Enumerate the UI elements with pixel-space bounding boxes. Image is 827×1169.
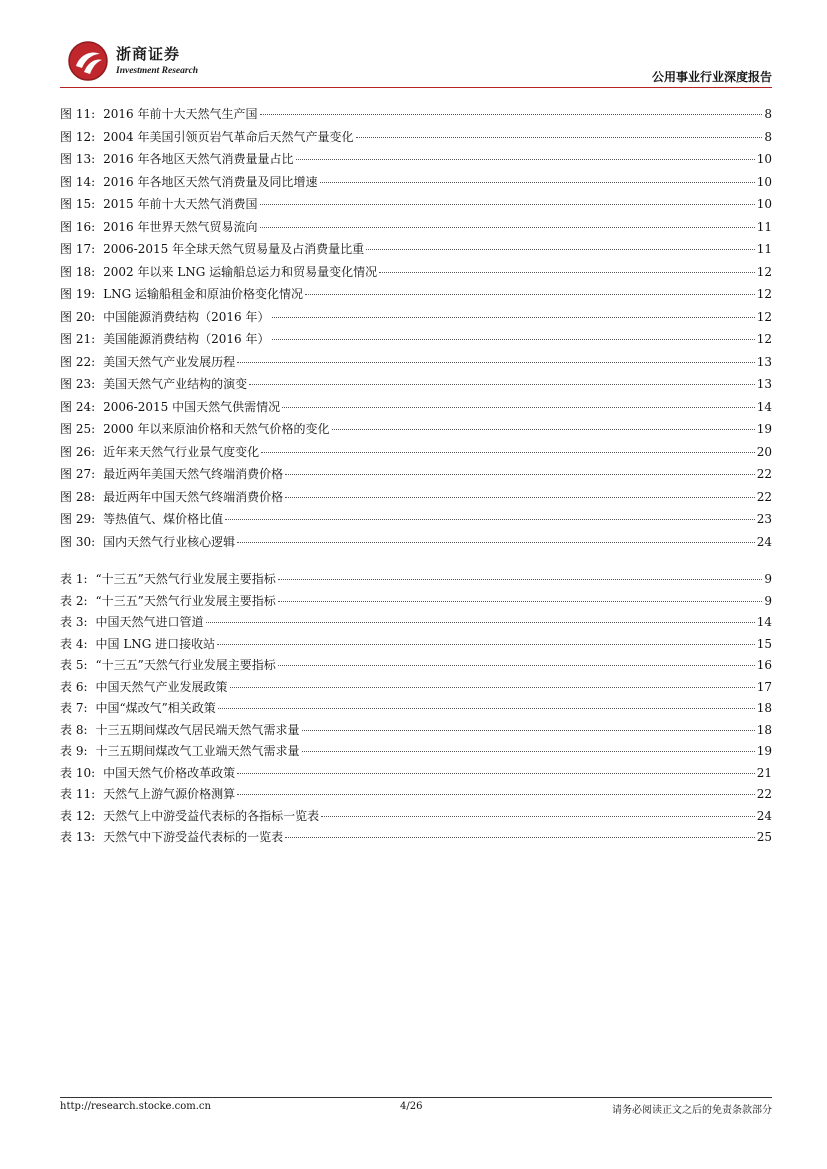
- disclaimer-note: 请务必阅读正文之后的免责条款部分: [612, 1105, 772, 1116]
- figure-entry-title: 最近两年美国天然气终端消费价格: [103, 467, 284, 481]
- dot-leader: [237, 794, 755, 795]
- table-entry[interactable]: [60, 612, 772, 634]
- figure-entry[interactable]: [60, 126, 772, 149]
- figure-entry-page: 13: [756, 354, 772, 369]
- figure-entry[interactable]: [60, 441, 772, 464]
- figure-entry-page: 8: [764, 129, 772, 144]
- table-entry-page: 9: [764, 593, 772, 608]
- figure-entry-label: 图 15:: [60, 197, 96, 211]
- dot-leader: [260, 204, 755, 205]
- figure-entry-page: 14: [756, 399, 772, 414]
- dot-leader: [260, 227, 755, 228]
- figures-index: [60, 103, 772, 553]
- table-entry[interactable]: [60, 677, 772, 699]
- table-entry-label: 表 12:: [60, 808, 96, 823]
- figure-entry-title: 2016 年各地区天然气消费量及同比增速: [103, 174, 318, 189]
- figure-entry[interactable]: [60, 373, 772, 396]
- table-entry-label: 表 8:: [60, 722, 88, 737]
- logo-icon: [66, 40, 110, 82]
- dot-leader: [278, 665, 755, 666]
- figure-entry-label: 图 22:: [60, 354, 96, 369]
- dot-leader: [332, 429, 755, 430]
- dot-leader: [366, 249, 755, 250]
- figure-entry-label: 图 29:: [60, 512, 96, 526]
- figure-entry[interactable]: [60, 261, 772, 284]
- figure-entry-title: 最近两年中国天然气终端消费价格: [103, 489, 284, 504]
- table-entry-title: 十三五期间煤改气居民端天然气需求量: [95, 722, 300, 737]
- dot-leader: [237, 362, 755, 363]
- dot-leader: [302, 751, 755, 752]
- figure-entry-label: 图 14:: [60, 174, 96, 189]
- table-entry-page: 21: [756, 765, 772, 780]
- figure-entry-label: 图 28:: [60, 489, 96, 504]
- figure-entry-title: 2006-2015 中国天然气供需情况: [103, 399, 281, 414]
- figure-entry-page: 12: [756, 287, 772, 301]
- dot-leader: [296, 159, 755, 160]
- figure-entry-title: 2000 年以来原油价格和天然气价格的变化: [103, 422, 330, 436]
- table-entry[interactable]: [60, 634, 772, 656]
- table-entry-label: 表 11:: [60, 787, 96, 801]
- dot-leader: [217, 644, 755, 645]
- figure-entry-title: 2016 年各地区天然气消费量量占比: [103, 152, 294, 166]
- figure-entry-page: 11: [756, 242, 772, 256]
- figure-entry[interactable]: [60, 463, 772, 486]
- table-entry-label: 表 1:: [60, 572, 88, 586]
- dot-leader: [272, 317, 755, 318]
- table-entry-title: 天然气上中游受益代表标的各指标一览表: [103, 808, 320, 823]
- figure-entry[interactable]: [60, 328, 772, 351]
- figure-entry-page: 20: [756, 444, 772, 459]
- footer-divider: [60, 1097, 772, 1098]
- report-type-title: 公用事业行业深度报告: [651, 70, 772, 84]
- table-entry-label: 表 9:: [60, 744, 88, 758]
- table-entry[interactable]: [60, 806, 772, 828]
- figure-entry-title: 2016 年前十大天然气生产国: [103, 107, 258, 121]
- figure-entry[interactable]: [60, 306, 772, 329]
- dot-leader: [218, 708, 755, 709]
- figure-entry-label: 图 20:: [60, 309, 96, 324]
- figure-entry[interactable]: [60, 103, 772, 126]
- table-entry-title: “十三五”天然气行业发展主要指标: [95, 572, 276, 586]
- table-entry-title: 十三五期间煤改气工业端天然气需求量: [95, 744, 300, 758]
- figure-entry-page: 22: [756, 467, 772, 481]
- dot-leader: [305, 294, 755, 295]
- figure-entry-page: 24: [756, 534, 772, 549]
- figure-entry-page: 19: [756, 422, 772, 436]
- figure-entry-label: 图 26:: [60, 444, 96, 459]
- table-entry-page: 19: [756, 744, 772, 758]
- dot-leader: [285, 474, 755, 475]
- figure-entry-page: 10: [756, 174, 772, 189]
- table-entry[interactable]: [60, 569, 772, 591]
- dot-leader: [230, 687, 755, 688]
- table-entry-title: “十三五”天然气行业发展主要指标: [95, 593, 276, 608]
- logo-chinese-name: 浙商证券: [116, 45, 181, 63]
- figure-entry[interactable]: [60, 171, 772, 194]
- figure-entry-title: 国内天然气行业核心逻辑: [103, 534, 236, 549]
- figure-entry-page: 12: [756, 332, 772, 346]
- table-entry[interactable]: [60, 763, 772, 785]
- figure-entry-title: 2004 年美国引领页岩气革命后天然气产量变化: [103, 129, 354, 144]
- table-entry-page: 9: [764, 572, 772, 586]
- dot-leader: [356, 137, 763, 138]
- figure-entry-label: 图 17:: [60, 242, 96, 256]
- figure-entry-page: 12: [756, 264, 772, 279]
- figure-entry-label: 图 30:: [60, 534, 96, 549]
- table-entry-page: 16: [756, 658, 772, 672]
- figure-entry[interactable]: [60, 193, 772, 216]
- table-entry[interactable]: [60, 720, 772, 742]
- figure-entry-page: 8: [764, 107, 772, 121]
- figure-entry-label: 图 23:: [60, 377, 96, 391]
- figure-entry-title: 中国能源消费结构（2016 年）: [103, 309, 270, 324]
- footer-url-link[interactable]: http://research.stocke.com.cn: [60, 1101, 211, 1112]
- figure-entry-title: 等热值气、煤价格比值: [103, 512, 224, 526]
- table-entry[interactable]: [60, 591, 772, 613]
- table-entry[interactable]: [60, 741, 772, 763]
- table-entry-page: 18: [756, 722, 772, 737]
- figure-entry[interactable]: [60, 486, 772, 509]
- table-entry-label: 表 10:: [60, 765, 96, 780]
- table-entry-title: 中国“煤改气”相关政策: [95, 701, 216, 715]
- table-entry-title: 中国 LNG 进口接收站: [95, 636, 216, 651]
- figure-entry-page: 22: [756, 489, 772, 504]
- table-entry-label: 表 5:: [60, 658, 88, 672]
- figure-entry-title: 美国能源消费结构（2016 年）: [103, 332, 270, 346]
- figure-entry-page: 10: [756, 152, 772, 166]
- figure-entry[interactable]: [60, 216, 772, 239]
- table-entry-page: 22: [756, 787, 772, 801]
- table-entry-label: 表 6:: [60, 679, 88, 694]
- dot-leader: [260, 114, 763, 115]
- dot-leader: [237, 542, 755, 543]
- dot-leader: [278, 579, 763, 580]
- table-entry-title: 中国天然气价格改革政策: [103, 765, 236, 780]
- figure-entry-title: 2006-2015 年全球天然气贸易量及占消费量比重: [103, 242, 365, 256]
- figure-entry[interactable]: [60, 508, 772, 531]
- figure-entry-label: 图 13:: [60, 152, 96, 166]
- figure-entry[interactable]: [60, 283, 772, 306]
- figure-entry-page: 10: [756, 197, 772, 211]
- table-entry-title: “十三五”天然气行业发展主要指标: [95, 658, 276, 672]
- dot-leader: [278, 601, 763, 602]
- figure-entry-title: 2002 年以来 LNG 运输船总运力和贸易量变化情况: [103, 264, 378, 279]
- figure-entry[interactable]: [60, 238, 772, 261]
- figure-entry-title: 美国天然气产业结构的演变: [103, 377, 248, 391]
- figure-entry-label: 图 11:: [60, 107, 96, 121]
- figure-entry-title: LNG 运输船租金和原油价格变化情况: [103, 287, 304, 301]
- figure-entry-page: 11: [756, 219, 772, 234]
- table-entry-page: 14: [756, 615, 772, 629]
- figure-entry-label: 图 12:: [60, 129, 96, 144]
- figure-entry-label: 图 25:: [60, 422, 96, 436]
- table-entry-label: 表 2:: [60, 593, 88, 608]
- dot-leader: [282, 407, 755, 408]
- figure-entry-label: 图 24:: [60, 399, 96, 414]
- table-entry-label: 表 13:: [60, 830, 96, 844]
- figure-entry-title: 近年来天然气行业景气度变化: [103, 444, 260, 459]
- figure-entry[interactable]: [60, 396, 772, 419]
- figure-entry-label: 图 19:: [60, 287, 96, 301]
- dot-leader: [302, 730, 755, 731]
- table-entry-title: 天然气上游气源价格测算: [103, 787, 236, 801]
- tables-index: [60, 569, 772, 849]
- table-entry-label: 表 4:: [60, 636, 88, 651]
- figure-entry[interactable]: [60, 148, 772, 171]
- figure-entry[interactable]: [60, 531, 772, 554]
- table-entry[interactable]: [60, 698, 772, 720]
- figure-entry-page: 23: [756, 512, 772, 526]
- page-number: 4/26: [400, 1101, 423, 1112]
- page-header: [60, 38, 772, 88]
- table-entry-page: 24: [756, 808, 772, 823]
- company-logo: [66, 38, 199, 86]
- figure-entry-label: 图 27:: [60, 467, 96, 481]
- figure-entry[interactable]: [60, 418, 772, 441]
- figure-entry-title: 美国天然气产业发展历程: [103, 354, 236, 369]
- table-entry-title: 中国天然气产业发展政策: [95, 679, 228, 694]
- table-entry-page: 15: [756, 636, 772, 651]
- table-entry-label: 表 7:: [60, 701, 88, 715]
- dot-leader: [320, 182, 755, 183]
- dot-leader: [321, 816, 755, 817]
- header-divider: [60, 87, 772, 88]
- table-entry-label: 表 3:: [60, 615, 88, 629]
- table-entry-page: 17: [756, 679, 772, 694]
- dot-leader: [225, 519, 755, 520]
- logo-english-name: Investment Research: [116, 66, 199, 76]
- table-entry-page: 18: [756, 701, 772, 715]
- figure-entry-title: 2015 年前十大天然气消费国: [103, 197, 258, 211]
- dot-leader: [285, 497, 755, 498]
- table-entry-title: 天然气中下游受益代表标的一览表: [103, 830, 284, 844]
- dot-leader: [379, 272, 755, 273]
- table-entry[interactable]: [60, 784, 772, 806]
- figure-entry-page: 12: [756, 309, 772, 324]
- dot-leader: [249, 384, 755, 385]
- dot-leader: [237, 773, 755, 774]
- dot-leader: [285, 837, 755, 838]
- dot-leader: [206, 622, 755, 623]
- figure-entry-label: 图 21:: [60, 332, 96, 346]
- figure-entry-label: 图 16:: [60, 219, 96, 234]
- figure-entry-page: 13: [756, 377, 772, 391]
- table-entry-title: 中国天然气进口管道: [95, 615, 204, 629]
- table-entry-page: 25: [756, 830, 772, 844]
- figure-entry-label: 图 18:: [60, 264, 96, 279]
- figure-entry-title: 2016 年世界天然气贸易流向: [103, 219, 258, 234]
- figure-entry[interactable]: [60, 351, 772, 374]
- dot-leader: [261, 452, 755, 453]
- dot-leader: [272, 339, 755, 340]
- table-entry[interactable]: [60, 655, 772, 677]
- table-entry[interactable]: [60, 827, 772, 849]
